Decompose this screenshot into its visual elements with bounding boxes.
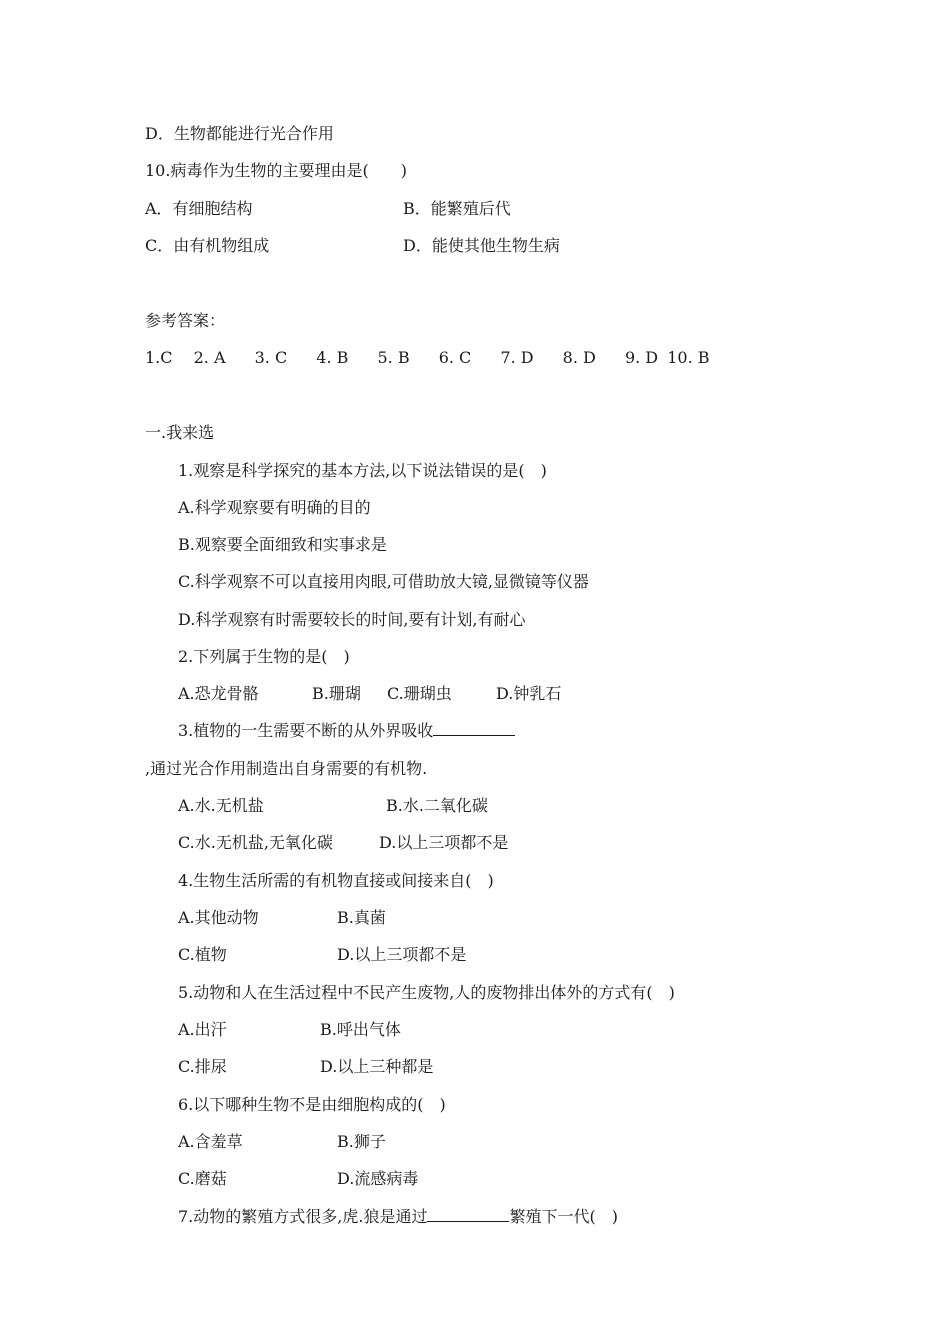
section-title: 一.我来选: [145, 423, 215, 442]
q6-option-d: D.流感病毒: [337, 1169, 419, 1188]
q3-continuation: ,通过光合作用制造出自身需要的有机物.: [145, 759, 428, 778]
q3-stem-line: [178, 721, 515, 741]
q3-option-a: A.水.无机盐: [178, 796, 264, 815]
answer-item: 6. C: [438, 348, 472, 367]
q1-option-b: B.观察要全面细致和实事求是: [178, 535, 387, 554]
q10-option-a: A．有细胞结构: [145, 199, 253, 218]
q5-option-c: C.排尿: [178, 1057, 227, 1076]
answers-list: [145, 348, 710, 368]
q10-option-c: C．由有机物组成: [145, 236, 270, 255]
q3-stem: 3.植物的一生需要不断的从外界吸收: [178, 721, 434, 740]
answer-item: 3. C: [254, 348, 288, 367]
q7-stem-line: [178, 1207, 618, 1227]
q10-stem: 10.病毒作为生物的主要理由是( ): [145, 161, 407, 180]
q3-option-c: C.水.无机盐,无氧化碳: [178, 833, 333, 852]
q6-option-b: B.狮子: [337, 1132, 386, 1151]
q10-option-d: D．能使其他生物生病: [403, 236, 560, 255]
q3-option-d: D.以上三项都不是: [379, 833, 509, 852]
q1-option-c: C.科学观察不可以直接用肉眼,可借助放大镜,显微镜等仪器: [178, 572, 589, 591]
q7-stem-before: 7.动物的繁殖方式很多,虎.狼是通过: [178, 1207, 428, 1226]
answer-item: 8. D: [562, 348, 596, 367]
q2-option-b: B.珊瑚: [312, 684, 361, 703]
q3-answer-blank: [433, 721, 515, 736]
q1-stem: 1.观察是科学探究的基本方法,以下说法错误的是( ): [178, 461, 547, 480]
answer-item: 4. B: [316, 348, 349, 367]
q2-stem: 2.下列属于生物的是( ): [178, 647, 350, 666]
answer-item: 10. B: [667, 348, 710, 367]
answers-title: 参考答案：: [145, 311, 226, 330]
q10-option-b: B．能繁殖后代: [403, 199, 511, 218]
q5-stem: 5.动物和人在生活过程中不民产生废物,人的废物排出体外的方式有( ): [178, 983, 675, 1002]
answer-item: 7. D: [500, 348, 534, 367]
answer-item: 1.C: [145, 348, 173, 367]
q7-answer-blank: [427, 1207, 509, 1222]
q2-option-a: A.恐龙骨骼: [178, 684, 259, 703]
q5-option-d: D.以上三种都是: [320, 1057, 434, 1076]
q2-option-d: D.钟乳石: [496, 684, 562, 703]
q4-stem: 4.生物生活所需的有机物直接或间接来自( ): [178, 871, 494, 890]
q6-stem: 6.以下哪种生物不是由细胞构成的( ): [178, 1095, 446, 1114]
q4-option-a: A.其他动物: [178, 908, 259, 927]
q6-option-a: A.含羞草: [178, 1132, 243, 1151]
q2-option-c: C.珊瑚虫: [387, 684, 452, 703]
q5-option-a: A.出汗: [178, 1020, 227, 1039]
answer-item: 2. A: [193, 348, 226, 367]
q5-option-b: B.呼出气体: [320, 1020, 401, 1039]
q4-option-b: B.真菌: [337, 908, 386, 927]
q9-option-d: D．生物都能进行光合作用: [145, 124, 334, 143]
q6-option-c: C.磨菇: [178, 1169, 227, 1188]
q1-option-d: D.科学观察有时需要较长的时间,要有计划,有耐心: [178, 610, 526, 629]
answer-item: 9. D: [624, 348, 659, 367]
q3-option-b: B.水.二氧化碳: [386, 796, 488, 815]
q4-option-d: D.以上三项都不是: [337, 945, 467, 964]
answer-item: 5. B: [377, 348, 410, 367]
q7-stem-after: 繁殖下一代( ): [509, 1207, 618, 1226]
q4-option-c: C.植物: [178, 945, 227, 964]
q1-option-a: A.科学观察要有明确的目的: [178, 498, 371, 517]
